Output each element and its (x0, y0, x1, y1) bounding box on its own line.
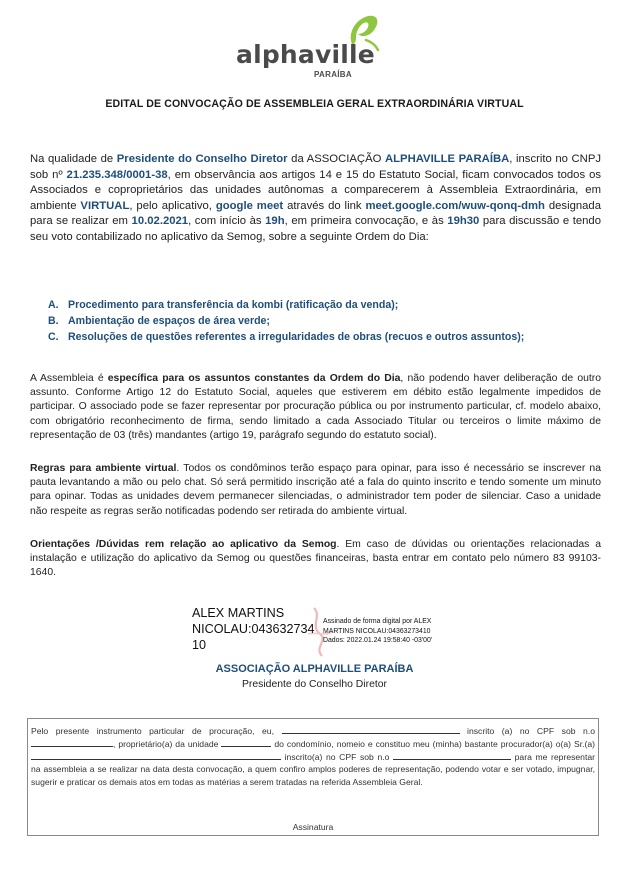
assembly-text: A Assembleia é (30, 373, 108, 384)
agenda-text: Procedimento para transferência da kombi (ratificação da venda); (68, 299, 399, 311)
assembly-bold: específica para os assuntos constantes da Ordem do Dia (107, 373, 401, 384)
alphaville-logo (236, 14, 396, 78)
assembly-text: , não podendo haver deliberação de outro assunto. Conforme Artigo 12 do Estatuto Social, aqueles que estiverem em débito estão legalmente impedidos de participar. O associado pode se fazer representar por procuração pública ou por instrumento particular, cf. modelo abaixo, com obrigatório reconhecimento de firma, sendo limitado a cada Associado Titular ou terceiros o limite máximo de representação de 03 (três) mandantes (artigo 19, parágrafo segundo do estatuto social). (30, 373, 602, 441)
signature-meta-line: Dados: 2022.01.24 19:58:40 -03'00' (323, 637, 433, 645)
intro-text: , pelo aplicativo, (129, 199, 216, 212)
grantor-cpf-field[interactable] (31, 738, 113, 747)
signature-label: Assinatura (292, 822, 334, 832)
attorney-name-field[interactable] (31, 751, 281, 760)
intro-text: para discussão e tendo seu voto contabilizado no aplicativo da Semog, sobre a seguinte Ordem do Dia: (30, 215, 601, 243)
rules-heading: Regras para ambiente virtual (30, 463, 177, 474)
proxy-text: do condomínio, nomeio e constituo meu (minha) bastante procurador(a) o(a) Sr.(a) (271, 738, 596, 749)
agenda-item (48, 313, 608, 329)
rules-text: . Todos os condôminos terão espaço para opinar, para isso é necessário se inscrever na pauta levantando a mão ou pelo chat. Só será permitido inscrição até a fala do quinto inscrito e tendo somente um minuto para opinar. Todas as unidades devem permanecer silenciadas, o administrador tem poder de silenciar. Caso a unidade não respeite as regras serão notificadas podendo ser retirada do ambiente virtual. (30, 463, 601, 517)
proxy-text: Pelo presente instrumento particular de procuração, eu, (31, 726, 282, 736)
agenda-text: Ambientação de espaços de área verde; (68, 315, 270, 328)
signer-name-line: 10 (192, 638, 207, 652)
guidance-heading: Orientações /Dúvidas rem relação ao aplicativo da Semog (30, 539, 337, 550)
meeting-link[interactable]: meet.google.com/wuw-qonq-dmh (365, 199, 545, 212)
agenda-letter: B. (48, 315, 59, 328)
assembly-paragraph (30, 372, 601, 443)
guidance-paragraph (30, 538, 601, 581)
proxy-form (27, 718, 599, 836)
intro-google-meet: google meet (215, 199, 284, 212)
signer-name (192, 605, 322, 653)
agenda-item (48, 297, 608, 313)
proxy-text: , proprietário(a) da unidade (113, 738, 222, 749)
rules-paragraph (30, 462, 601, 519)
signature-association: ASSOCIAÇÃO ALPHAVILLE PARAÍBA (215, 663, 414, 675)
intro-role: Presidente do Conselho Diretor (116, 153, 288, 165)
signature-meta-line: Assinado de forma digital por ALEX (323, 618, 432, 625)
document-title: EDITAL DE CONVOCAÇÃO DE ASSEMBLEIA GERAL EXTRAORDINÁRIA VIRTUAL (105, 98, 524, 110)
intro-text: , inscrito no CNPJ sob nº (30, 153, 602, 181)
signature-meta-line: MARTINS NICOLAU:04363273410 (323, 627, 431, 635)
logo-region: PARAÍBA (314, 70, 352, 79)
intro-paragraph (30, 152, 601, 246)
agenda-item (48, 329, 608, 345)
proxy-text: inscrito(a) no CPF sob n.o (281, 751, 394, 762)
meeting-time-first: 19h (265, 215, 285, 228)
agenda-list (48, 297, 608, 346)
meeting-time-second: 19h30 (447, 215, 480, 228)
intro-text: designada para se realizar em (30, 199, 601, 228)
guidance-text: . Em caso de dúvidas ou orientações relacionadas a instalação e utilização do aplicativo da Semog ou questões financeiras, basta entrar em contato pelo número 83 99103-1640. (30, 539, 601, 579)
intro-text: através do link (283, 199, 366, 212)
logo-wordmark: alphaville (236, 40, 375, 69)
intro-text: da ASSOCIAÇÃO (287, 153, 385, 165)
signature-role: Presidente do Conselho Diretor (242, 679, 387, 690)
proxy-text: para me representar na assembleia a se realizar na data desta convocação, a quem confiro amplos poderes de representação, podendo votar e ser votado, impugnar, sugerir e praticar os demais atos em todas as matérias a serem tratadas na referida Assembleia Geral. (31, 751, 595, 788)
intro-cnpj: 21.235.348/0001-38 (66, 168, 168, 181)
intro-text: Na qualidade de (30, 153, 117, 165)
unit-field[interactable] (221, 738, 271, 747)
intro-text: , em observância aos artigos 14 e 15 do Estatuto Social, ficam convocados todos os Associados e coproprietários das unidades autônomas a comparecerem à Assembleia Extraordinária, em ambiente (30, 168, 601, 212)
signer-name-line: NICOLAU:043632734 (192, 622, 315, 636)
intro-text: , em primeira convocação, e às (284, 215, 448, 228)
intro-text: , com início às (188, 215, 266, 228)
attorney-cpf-field[interactable] (393, 751, 511, 760)
intro-association: ALPHAVILLE PARAÍBA (384, 153, 510, 165)
grantor-name-field[interactable] (282, 725, 460, 734)
agenda-letter: C. (48, 331, 59, 344)
signer-name-line: ALEX MARTINS (192, 606, 285, 620)
meeting-date: 10.02.2021 (131, 215, 189, 228)
agenda-text: Resoluções de questões referentes a irregularidades de obras (recuos e outros assuntos); (68, 331, 525, 344)
agenda-letter: A. (48, 299, 59, 311)
proxy-text: inscrito (a) no CPF sob n.o (459, 726, 595, 736)
intro-virtual: VIRTUAL (80, 199, 130, 212)
digital-signature-info (323, 617, 453, 646)
